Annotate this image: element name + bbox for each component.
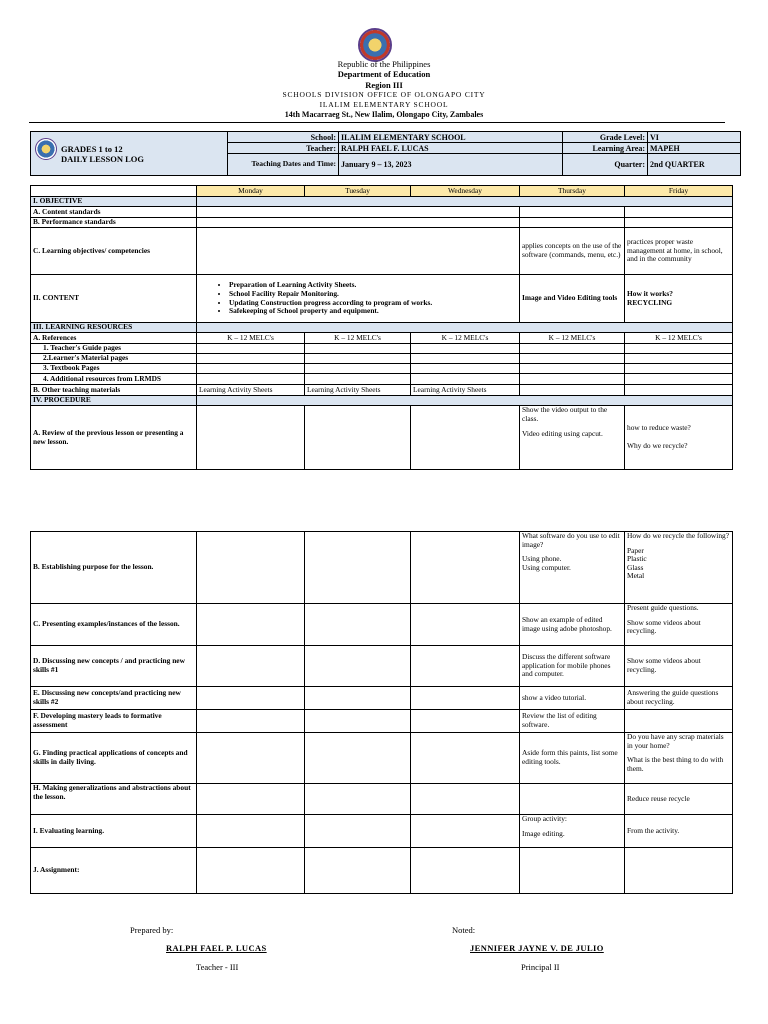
area-value: MAPEH — [648, 143, 741, 154]
additional-resources-label: 4. Additional resources from LRMDS — [31, 374, 197, 385]
grade-value: VI — [648, 132, 741, 143]
review-thursday — [520, 406, 625, 470]
prepared-by-label: Prepared by: — [130, 925, 174, 935]
day-wednesday: Wednesday — [411, 186, 520, 197]
header-divider — [29, 122, 725, 123]
eval-thu-line1: Group activity: — [522, 814, 567, 823]
melc-monday: K – 12 MELC's — [197, 333, 305, 344]
discussing2-friday: Answering the guide questions about recycling. — [625, 687, 733, 710]
est-fri-line1: How do we recycle the following? — [627, 531, 729, 540]
content-bullet: • Preparation of Learning Activity Sheets. — [229, 281, 517, 290]
learners-material-label: 2.Learner's Material pages — [31, 354, 197, 364]
est-fri-line3: Plastic — [627, 554, 647, 564]
discussing2-label: E. Discussing new concepts/and practicing new skills #2 — [31, 687, 197, 710]
content-standards-label: A. Content standards — [31, 207, 197, 218]
procedure-heading: IV. PROCEDURE — [31, 396, 197, 406]
day-monday: Monday — [197, 186, 305, 197]
melc-tuesday: K – 12 MELC's — [305, 333, 411, 344]
dll-title-cell — [31, 132, 228, 176]
day-tuesday: Tuesday — [305, 186, 411, 197]
area-label: Learning Area: — [563, 143, 648, 154]
est-fri-line5: Metal — [627, 571, 645, 581]
establishing-label: B. Establishing purpose for the lesson. — [31, 532, 197, 604]
review-thursday-line1: Show the video output to the class. — [522, 405, 608, 423]
content-bullet: • School Facility Repair Monitoring. — [229, 290, 517, 299]
lo-friday: practices proper waste management at home, in school, and in the community — [625, 228, 733, 275]
objective-band — [197, 197, 733, 207]
discussing1-label: D. Discussing new concepts / and practicing new skills #1 — [31, 646, 197, 687]
eval-thu-line2: Image editing. — [522, 828, 565, 838]
school-line: ILALIM ELEMENTARY SCHOOL — [319, 100, 449, 109]
teacher-value: RALPH FAEL F. LUCAS — [339, 143, 563, 154]
content-friday-line1: How it works? — [627, 288, 673, 298]
dll-title-line1: GRADES 1 to 12 — [61, 143, 123, 154]
learning-objectives-label: C. Learning objectives/ competencies — [31, 228, 197, 275]
generalizations-friday: Reduce reuse recycle — [625, 784, 733, 815]
objective-heading: I. OBJECTIVE — [31, 197, 197, 207]
deped-small-seal-icon — [35, 138, 57, 160]
establishing-friday — [625, 532, 733, 604]
las-monday: Learning Activity Sheets — [197, 385, 305, 396]
est-fri-line2: Paper — [627, 545, 644, 555]
evaluating-label: I. Evaluating learning. — [31, 815, 197, 848]
est-fri-line4: Glass — [627, 562, 644, 572]
school-label: School: — [228, 132, 339, 143]
quarter-label: Quarter: — [563, 154, 648, 176]
noted-name: JENNIFER JAYNE V. DE JULIO — [470, 943, 604, 953]
prepared-by-title: Teacher - III — [196, 962, 239, 972]
school-value: ILALIM ELEMENTARY SCHOOL — [339, 132, 563, 143]
melc-thursday: K – 12 MELC's — [520, 333, 625, 344]
teachers-guide-label: 1. Teacher's Guide pages — [31, 344, 197, 354]
day-friday: Friday — [625, 186, 733, 197]
melc-wednesday: K – 12 MELC's — [411, 333, 520, 344]
region-line: Region III — [365, 80, 403, 90]
noted-label: Noted: — [452, 925, 476, 935]
presenting-friday — [625, 604, 733, 646]
other-materials-label: B. Other teaching materials — [31, 385, 197, 396]
address-line: 14th Macarraeg St., New Ilalim, Olongapo City, Zambales — [284, 110, 484, 119]
mastery-thursday: Review the list of editing software. — [520, 710, 625, 733]
review-label: A. Review of the previous lesson or presenting a new lesson. — [31, 406, 197, 470]
mastery-label: F. Developing mastery leads to formative assessment — [31, 710, 197, 733]
finding-friday — [625, 733, 733, 784]
lo-thursday: applies concepts on the use of the software (commands, menu, etc.) — [520, 228, 625, 275]
content-friday — [625, 275, 733, 323]
deped-seal-icon — [358, 28, 392, 62]
republic-line: Republic of the Philippines — [337, 59, 431, 69]
content-bullet: • Updating Construction progress according to program of works. — [229, 299, 517, 308]
generalizations-label: H. Making generalizations and abstractions about the lesson. — [31, 784, 197, 815]
evaluating-thursday — [520, 815, 625, 848]
finding-label: G. Finding practical applications of concepts and skills in daily living. — [31, 733, 197, 784]
presenting-thursday: Show an example of edited image using adobe photoshop. — [520, 604, 625, 646]
corner-cell — [31, 186, 197, 197]
dates-label: Teaching Dates and Time: — [228, 154, 339, 176]
content-bullet: • Safekeeping of School property and equipment. — [229, 307, 517, 316]
presenting-label: C. Presenting examples/instances of the lesson. — [31, 604, 197, 646]
pres-fri-line1: Present guide questions. — [627, 603, 699, 612]
evaluating-friday: From the activity. — [625, 815, 733, 848]
review-friday-line1: how to reduce waste? — [627, 423, 691, 433]
discussing1-friday: Show some videos about recycling. — [625, 646, 733, 687]
info-table — [30, 131, 741, 176]
review-thursday-line2: Video editing using capcut. — [522, 429, 603, 439]
find-fri-line1: Do you have any scrap materials in your home? — [627, 732, 724, 750]
est-thu-line3: Using computer. — [522, 562, 571, 572]
teacher-label: Teacher: — [228, 143, 339, 154]
est-thu-line2: Using phone. — [522, 554, 562, 564]
textbook-label: 3. Textbook Pages — [31, 364, 197, 374]
find-fri-line2: What is the best thing to do with them. — [627, 755, 724, 773]
content-friday-line2: RECYCLING — [627, 297, 673, 307]
content-thursday: Image and Video Editing tools — [520, 275, 625, 323]
assignment-label: J. Assignment: — [31, 848, 197, 894]
discussing1-thursday: Discuss the different software application for mobile phones and computer. — [520, 646, 625, 687]
division-line: SCHOOLS DIVISION OFFICE OF OLONGAPO CITY — [282, 90, 486, 99]
performance-standards-label: B. Performance standards — [31, 218, 197, 228]
noted-title: Principal II — [521, 962, 560, 972]
discussing2-thursday: show a video tutorial. — [520, 687, 625, 710]
finding-thursday: Aside form this paints, list some editing tools. — [520, 733, 625, 784]
dll-title-line2: DAILY LESSON LOG — [61, 153, 144, 164]
dates-value: January 9 – 13, 2023 — [339, 154, 563, 176]
quarter-value: 2nd QUARTER — [648, 154, 741, 176]
est-thu-line1: What software do you use to edit image? — [522, 531, 620, 549]
las-tuesday: Learning Activity Sheets — [305, 385, 411, 396]
content-label: II. CONTENT — [31, 275, 197, 323]
prepared-by-name: RALPH FAEL P. LUCAS — [166, 943, 267, 953]
department-line: Department of Education — [337, 69, 431, 79]
lesson-log-table-continued — [30, 531, 733, 894]
references-label: A. References — [31, 333, 197, 344]
learning-resources-heading: III. LEARNING RESOURCES — [31, 323, 197, 333]
review-friday — [625, 406, 733, 470]
establishing-thursday — [520, 532, 625, 604]
lesson-log-table — [30, 185, 733, 470]
content-bullets — [197, 275, 520, 323]
las-wednesday: Learning Activity Sheets — [411, 385, 520, 396]
melc-friday: K – 12 MELC's — [625, 333, 733, 344]
grade-label: Grade Level: — [563, 132, 648, 143]
pres-fri-line2: Show some videos about recycling. — [627, 617, 701, 636]
day-thursday: Thursday — [520, 186, 625, 197]
review-friday-line2: Why do we recycle? — [627, 441, 688, 450]
